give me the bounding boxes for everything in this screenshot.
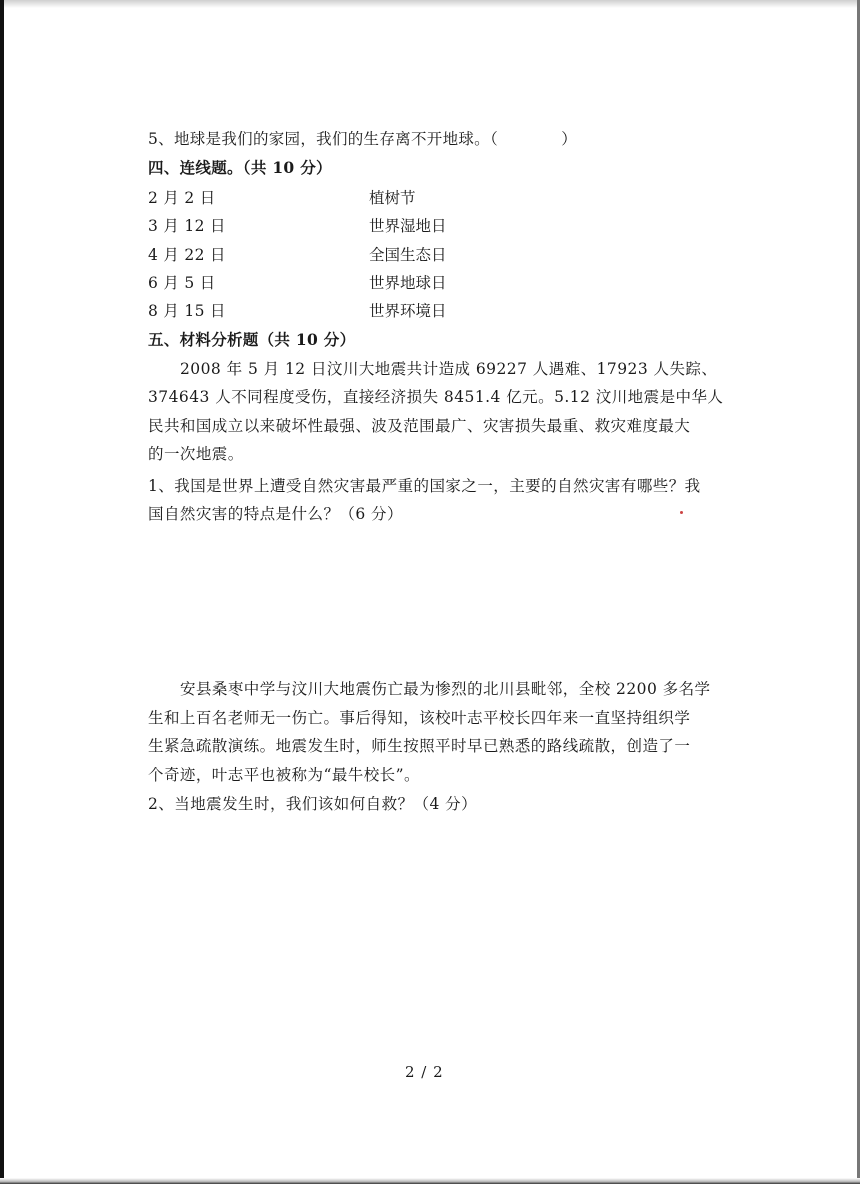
section-4-title: 四、连线题。（共 10 分） [148,158,332,177]
scan-edge-left [0,0,4,1184]
match-right-day: 全国生态日 [369,246,447,264]
page-number: 2 / 2 [405,1063,444,1081]
material-2-line: 个奇迹，叶志平也被称为“最牛校长”。 [148,766,420,784]
match-left-date: 8 月 15 日 [148,302,226,320]
match-right-day: 世界湿地日 [369,217,447,235]
material-1-line: 2008 年 5 月 12 日汶川大地震共计造成 69227 人遇难、17923 人失踪、 [180,360,718,378]
match-right-day: 世界环境日 [369,302,447,320]
question-1-line: 1、我国是世界上遭受自然灾害最严重的国家之一，主要的自然灾害有哪些？我 [148,477,701,495]
material-1-line: 民共和国成立以来破坏性最强、波及范围最广、灾害损失最重、救灾难度最大 [148,417,691,435]
match-right-day: 世界地球日 [369,274,447,292]
material-2-line: 安县桑枣中学与汶川大地震伤亡最为惨烈的北川县毗邻，全校 2200 多名学 [180,680,711,698]
section-5-title: 五、材料分析题（共 10 分） [148,330,356,349]
question-2: 2、当地震发生时，我们该如何自救？（4 分） [148,795,478,813]
material-1-line: 的一次地震。 [148,445,244,463]
question-1-line: 国自然灾害的特点是什么？（6 分） [148,505,403,523]
match-left-date: 3 月 12 日 [148,217,226,235]
material-2-line: 生紧急疏散演练。地震发生时，师生按照平时早已熟悉的路线疏散，创造了一 [148,737,691,755]
match-left-date: 2 月 2 日 [148,189,216,207]
match-left-date: 6 月 5 日 [148,274,216,292]
scan-speck [680,511,683,514]
material-2-line: 生和上百名老师无一伤亡。事后得知，该校叶志平校长四年来一直坚持组织学 [148,709,691,727]
match-right-day: 植树节 [369,189,416,207]
material-1-line: 374643 人不同程度受伤，直接经济损失 8451.4 亿元。5.12 汶川地震是中华人 [148,388,724,406]
scan-edge-bottom [0,1178,860,1184]
question-5: 5、地球是我们的家园，我们的生存离不开地球。（ ） [148,130,578,148]
match-left-date: 4 月 22 日 [148,246,226,264]
scan-edge-top [0,0,860,8]
